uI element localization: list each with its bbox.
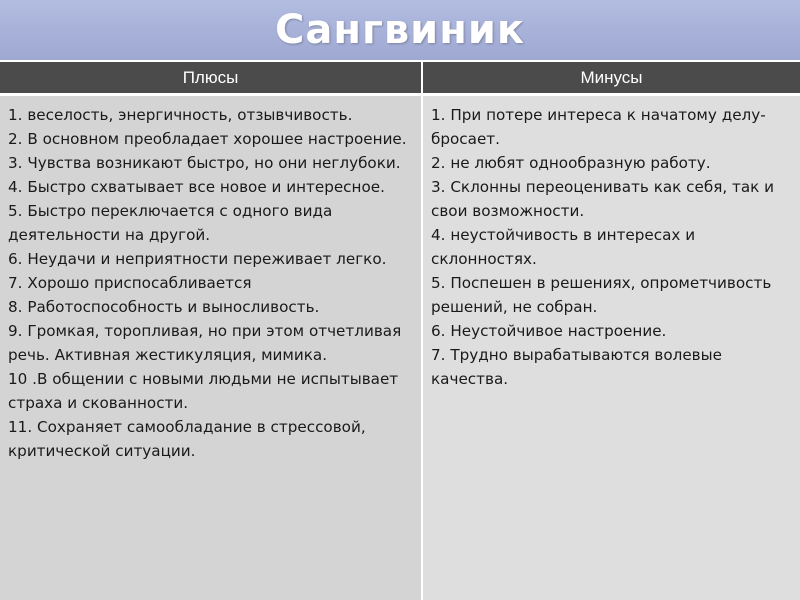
pros-item: 11. Сохраняет самообладание в стрессовой, критической ситуации. bbox=[8, 418, 366, 460]
cons-item: 1. При потере интереса к начатому делу- бросает. bbox=[431, 106, 766, 148]
header-pros: Плюсы bbox=[182, 67, 239, 87]
title-bar bbox=[0, 0, 800, 60]
cons-cell bbox=[423, 96, 800, 600]
pros-cell bbox=[0, 96, 421, 600]
pros-item: 1. веселость, энергичность, отзывчивость. bbox=[8, 106, 353, 124]
pros-cons-table bbox=[0, 60, 800, 600]
cons-item: 4. неустойчивость в интересах и склонностях. bbox=[431, 226, 696, 268]
cons-item: 5. Поспешен в решениях, опрометчивость решений, не собран. bbox=[431, 274, 772, 316]
pros-item: 10 .В общении с новыми людьми не испытывает страха и скованности. bbox=[8, 370, 399, 412]
pros-item: 3. Чувства возникают быстро, но они неглубоки. bbox=[8, 154, 401, 172]
pros-item: 4. Быстро схватывает все новое и интересное. bbox=[8, 178, 385, 196]
pros-item: 5. Быстро переключается с одного вида деятельности на другой. bbox=[8, 202, 333, 244]
pros-item: 8. Работоспособность и выносливость. bbox=[8, 298, 320, 316]
slide-title: Сангвиник bbox=[274, 7, 526, 53]
pros-item: 6. Неудачи и неприятности переживает легко. bbox=[8, 250, 387, 268]
cons-item: 2. не любят однообразную работу. bbox=[431, 154, 711, 172]
pros-item: 9. Громкая, торопливая, но при этом отчетливая речь. Активная жестикуляция, мимика. bbox=[8, 322, 402, 364]
pros-item: 7. Хорошо приспосабливается bbox=[8, 274, 252, 292]
cons-item: 7. Трудно вырабатываются волевые качества. bbox=[431, 346, 722, 388]
column-divider bbox=[421, 62, 423, 600]
cons-item: 6. Неустойчивое настроение. bbox=[431, 322, 667, 340]
pros-item: 2. В основном преобладает хорошее настроение. bbox=[8, 130, 407, 148]
cons-item: 3. Склонны переоценивать как себя, так и свои возможности. bbox=[431, 178, 775, 220]
table-header-row bbox=[0, 62, 800, 96]
header-cons: Минусы bbox=[580, 67, 643, 87]
